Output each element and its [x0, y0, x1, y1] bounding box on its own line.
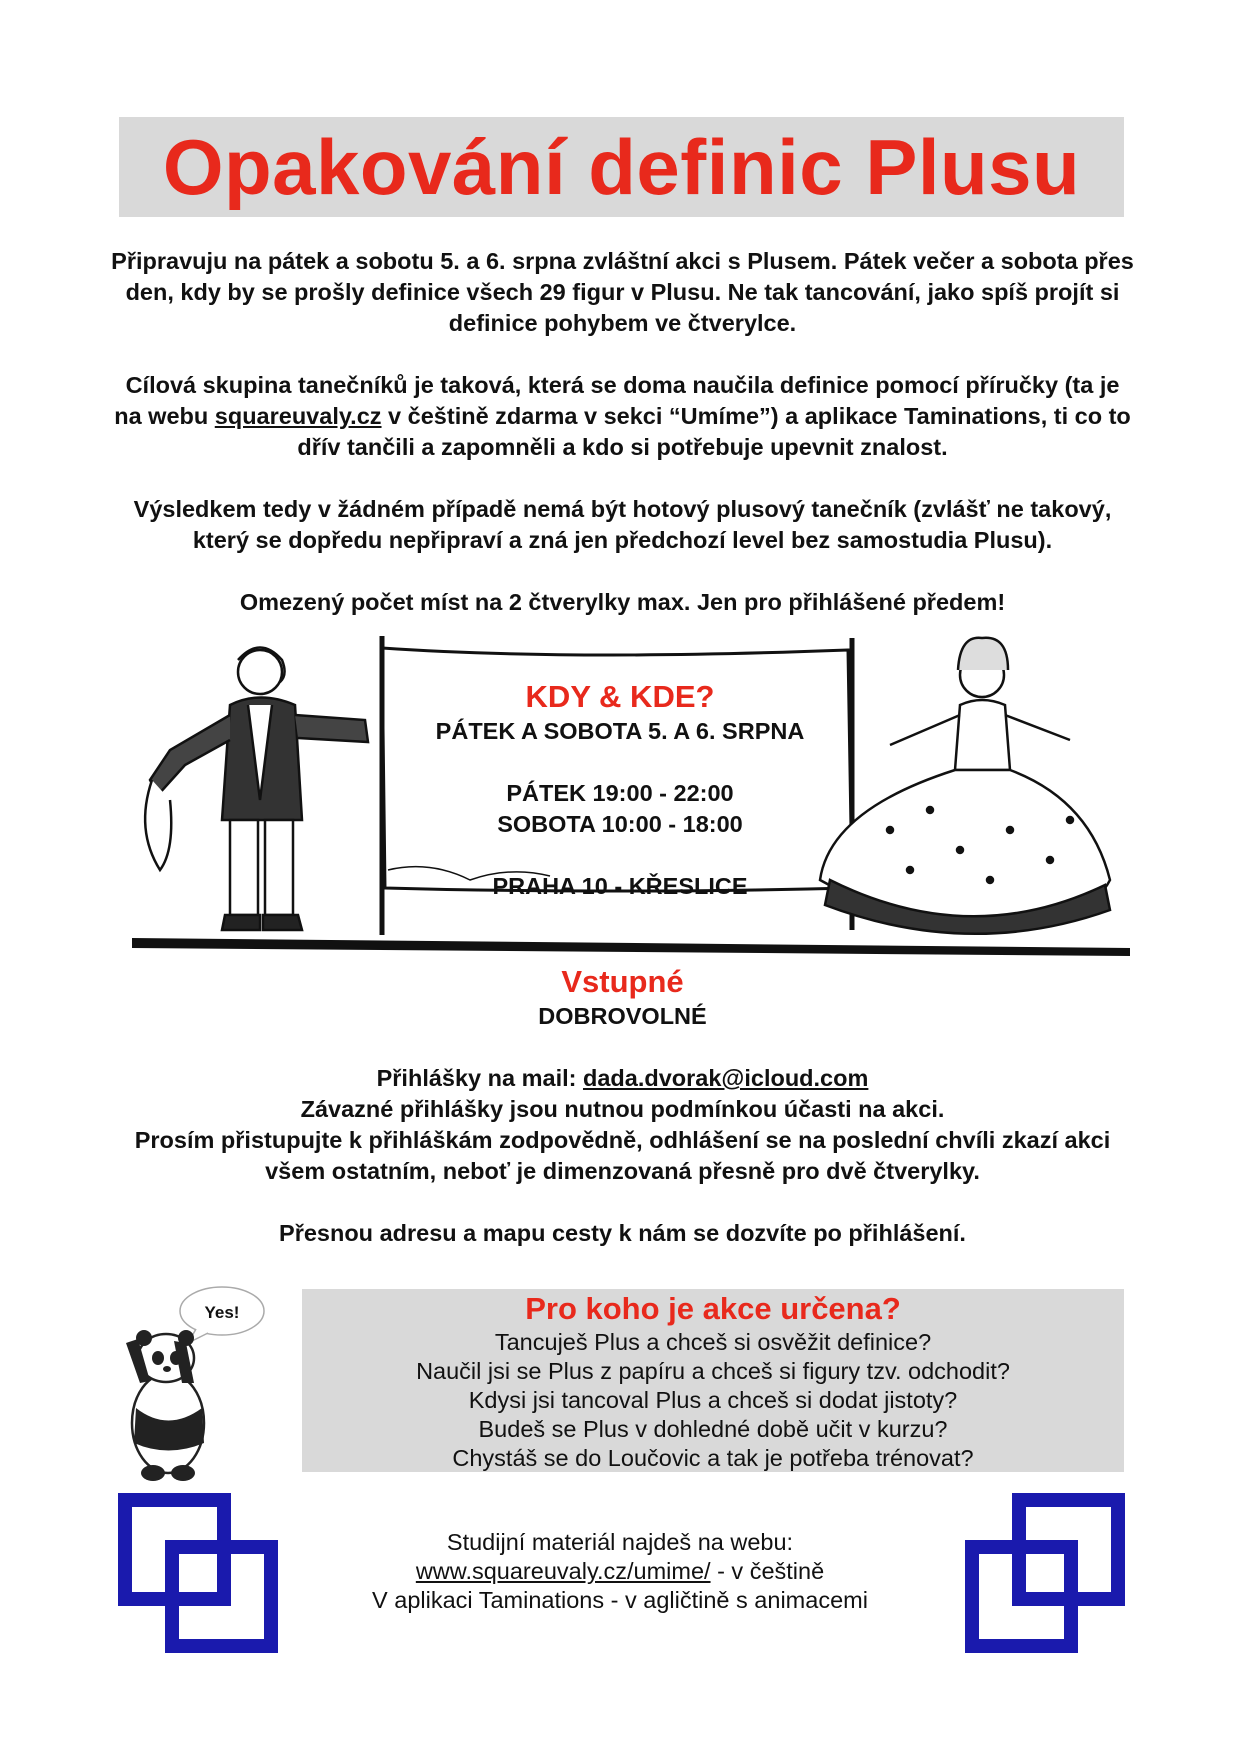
registration-binding: Závazné přihlášky jsou nutnou podmínkou účasti na akci.	[300, 1096, 945, 1122]
audience-item: Naučil jsi se Plus z papíru a chceš si figury tzv. odchodit?	[416, 1358, 1010, 1384]
audience-item: Chystáš se do Loučovic a tak je potřeba trénovat?	[452, 1445, 974, 1471]
audience-heading: Pro koho je akce určena?	[525, 1291, 901, 1326]
lady-figure	[820, 638, 1110, 934]
email-link[interactable]: dada.dvorak@icloud.com	[582, 1065, 869, 1091]
square-logo-right	[965, 1493, 1125, 1653]
square-logo-left	[118, 1493, 278, 1653]
intro-paragraph-1: Připravuju na pátek a sobotu 5. a 6. srpna zvláštní akci s Plusem. Pátek večer a sobota přes den, kdy by se prošly definice všech 29 figur v Plusu. Ne tak tancování, jako spíš projít si definice pohybem ve čtverylce.	[111, 248, 1134, 336]
fee-value: DOBROVOLNÉ	[538, 1003, 707, 1029]
registration-address-note: Přesnou adresu a mapu cesty k nám se dozvíte po přihlášení.	[279, 1220, 966, 1246]
audience-item: Tancuješ Plus a chceš si osvěžit definice?	[494, 1329, 932, 1355]
audience-item: Kdysi jsi tancoval Plus a chceš si dodat jistoty?	[468, 1387, 958, 1413]
banner-dates: PÁTEK A SOBOTA 5. A 6. SRPNA	[435, 718, 805, 744]
intro-paragraph-2	[110, 370, 1135, 463]
registration-mail-line	[110, 1063, 1135, 1094]
footer-line-1: Studijní materiál najdeš na webu:	[446, 1529, 794, 1555]
banner-saturday-time: SOBOTA 10:00 - 18:00	[497, 811, 743, 837]
intro-paragraph-3: Výsledkem tedy v žádném případě nemá být hotový plusový tanečník (zvlášť ne takový, který se dopředu nepřipraví a zná jen předchozí level bez samostudia Plusu).	[133, 496, 1112, 553]
fee-label: Vstupné	[561, 964, 684, 999]
title-band	[119, 117, 1124, 217]
footer-link-suffix: - v češtině	[710, 1558, 825, 1584]
banner-heading: KDY & KDE?	[525, 679, 715, 714]
page-title: Opakování definic Plusu	[162, 122, 1081, 211]
banner-text	[380, 678, 860, 902]
banner-friday-time: PÁTEK 19:00 - 22:00	[506, 780, 734, 806]
intro-paragraph-4: Omezený počet míst na 2 čtverylky max. Jen pro přihlášené předem!	[239, 589, 1006, 615]
gentleman-figure	[145, 648, 368, 931]
panda-illustration	[118, 1283, 268, 1483]
study-material-footer	[310, 1528, 930, 1615]
umime-link[interactable]: www.squareuvaly.cz/umime/	[415, 1558, 711, 1584]
intro-p2-after: v češtině zdarma v sekci “Umíme”) a aplikace Taminations, ti co to dřív tančili a zapomněli a kdo si potřebuje upevnit znalost.	[297, 403, 1131, 460]
footer-line-3: V aplikaci Taminations - v agličtině s animacemi	[372, 1587, 868, 1613]
banner-place: PRAHA 10 - KŘESLICE	[492, 873, 748, 899]
floor-line	[132, 938, 1130, 956]
squareuvaly-link[interactable]: squareuvaly.cz	[214, 403, 382, 429]
audience-item: Budeš se Plus v dohledné době učit v kurzu?	[478, 1416, 948, 1442]
mail-label: Přihlášky na mail:	[376, 1065, 583, 1091]
bubble-text: Yes!	[204, 1303, 240, 1322]
footer-line-2	[310, 1557, 930, 1586]
intro-p2-before: Cílová skupina tanečníků je taková, která se doma naučila definice pomocí příručky (ta je na webu	[114, 372, 1120, 429]
registration-request: Prosím přistupujte k přihláškám zodpovědně, odhlášení se na poslední chvíli zkazí akci všem ostatním, neboť je dimenzovaná přesně pro dvě čtverylky.	[134, 1127, 1111, 1184]
registration-block	[110, 1063, 1135, 1249]
audience-box	[302, 1289, 1124, 1472]
